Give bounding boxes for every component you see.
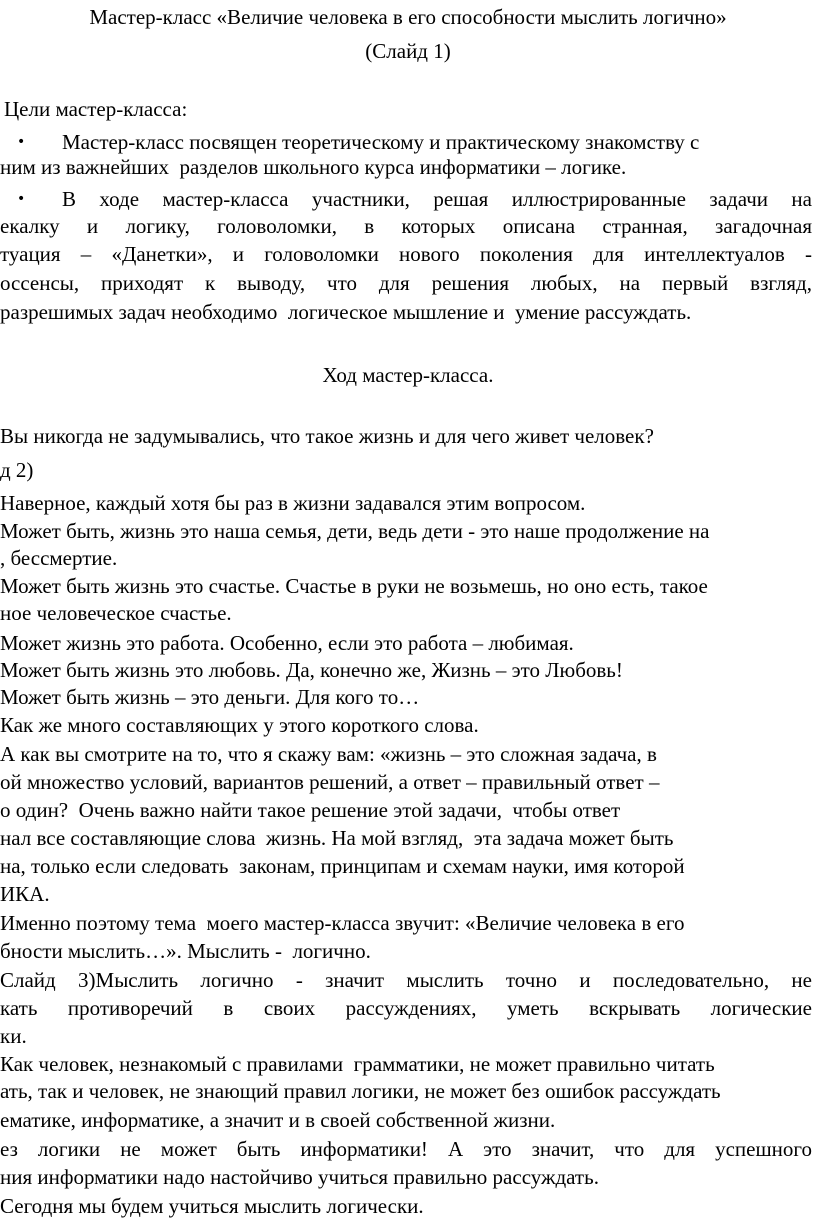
body-line: на, только если следовать законам, принципам и схемам науки, имя которой bbox=[0, 854, 685, 878]
bullet-2-line-4: оссенсы, приходят к выводу, что для решения любых, на первый взгляд, bbox=[0, 271, 812, 295]
body-line: А как вы смотрите на то, что я скажу вам: «жизнь – это сложная задача, в bbox=[0, 742, 657, 766]
body-line: ематике, информатике, а значит и в своей собственной жизни. bbox=[0, 1108, 556, 1132]
body-line: бности мыслить…». Мыслить - логично. bbox=[0, 939, 371, 963]
bullet-icon: • bbox=[17, 134, 26, 150]
slide-reference: (Слайд 1) bbox=[365, 39, 451, 63]
body-line: Может быть жизнь это любовь. Да, конечно же, Жизнь – это Любовь! bbox=[0, 658, 623, 682]
body-line: Может быть жизнь это счастье. Счастье в руки не возьмешь, но оно есть, такое bbox=[0, 574, 708, 598]
body-line: Как человек, незнакомый с правилами грамматики, не может правильно читать bbox=[0, 1052, 715, 1076]
body-line: Наверное, каждый хотя бы раз в жизни задавался этим вопросом. bbox=[0, 491, 586, 515]
body-line: Слайд 3)Мыслить логично - значит мыслить точно и последовательно, не bbox=[0, 968, 812, 992]
section-heading: Ход мастер-класса. bbox=[322, 363, 494, 387]
body-line: Именно поэтому тема моего мастер-класса звучит: «Величие человека в его bbox=[0, 911, 685, 935]
body-line: , бессмертие. bbox=[0, 546, 118, 570]
body-line: Как же много составляющих у этого короткого слова. bbox=[0, 713, 479, 737]
bullet-1-line-1: Мастер-класс посвящен теоретическому и практическому знакомству с bbox=[62, 130, 700, 154]
body-line: Может быть, жизнь это наша семья, дети, ведь дети - это наше продолжение на bbox=[0, 519, 710, 543]
body-line: ать, так и человек, не знающий правил логики, не может без ошибок рассуждать bbox=[0, 1079, 721, 1103]
body-line: ИКА. bbox=[0, 882, 50, 906]
body-line: о один? Очень важно найти такое решение этой задачи, чтобы ответ bbox=[0, 798, 621, 822]
body-line: Сегодня мы будем учиться мыслить логически. bbox=[0, 1194, 424, 1218]
bullet-2-line-1: В ходе мастер-класса участники, решая иллюстрированные задачи на bbox=[62, 187, 812, 211]
body-line: кать противоречий в своих рассуждениях, уметь вскрывать логические bbox=[0, 996, 812, 1020]
body-line: ки. bbox=[0, 1024, 27, 1048]
body-line: ез логики не может быть информатики! А это значит, что для успешного bbox=[0, 1137, 812, 1161]
bullet-1-line-2: ним из важнейших разделов школьного курса информатики – логике. bbox=[0, 155, 627, 179]
bullet-2-line-5: разрешимых задач необходимо логическое мышление и умение рассуждать. bbox=[0, 300, 692, 324]
body-line: Может быть жизнь – это деньги. Для кого то… bbox=[0, 685, 420, 709]
goals-heading: Цели мастер-класса: bbox=[4, 97, 188, 121]
body-line: нал все составляющие слова жизнь. На мой взгляд, эта задача может быть bbox=[0, 826, 674, 850]
document-title: Мастер-класс «Величие человека в его способности мыслить логично» bbox=[89, 5, 727, 29]
body-line: Может жизнь это работа. Особенно, если это работа – любимая. bbox=[0, 631, 574, 655]
body-line: ния информатики надо настойчиво учиться правильно рассуждать. bbox=[0, 1165, 599, 1189]
bullet-2-line-2: екалку и логику, головоломки, в которых описана странная, загадочная bbox=[0, 214, 812, 238]
body-line: ой множество условий, вариантов решений, а ответ – правильный ответ – bbox=[0, 770, 660, 794]
bullet-2-line-3: туация – «Данетки», и головоломки нового поколения для интеллектуалов - bbox=[0, 242, 812, 266]
body-line: Вы никогда не задумывались, что такое жизнь и для чего живет человек? bbox=[0, 424, 654, 448]
body-line: ное человеческое счастье. bbox=[0, 601, 232, 625]
body-line: д 2) bbox=[0, 458, 34, 482]
bullet-icon: • bbox=[17, 191, 26, 207]
